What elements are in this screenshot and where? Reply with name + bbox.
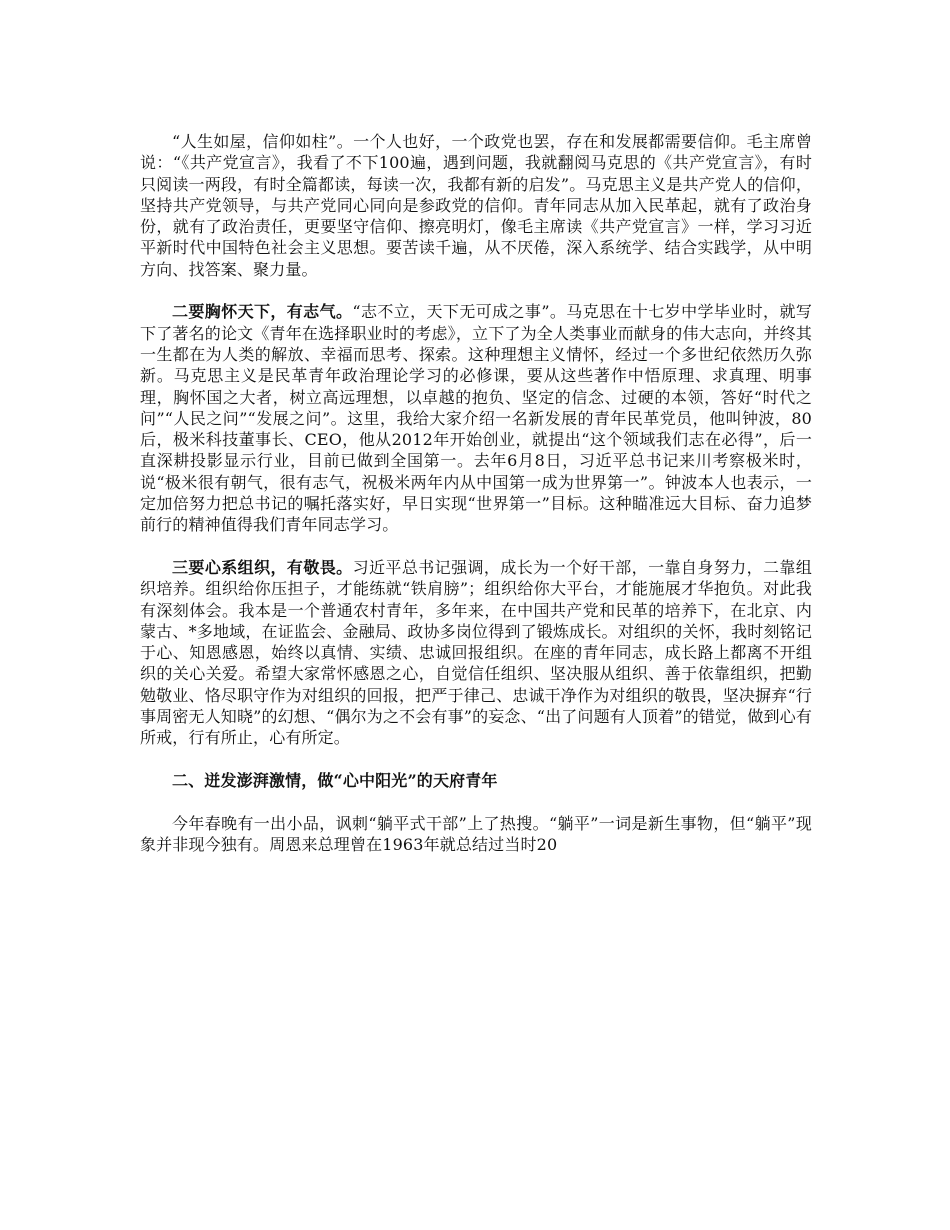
document-body <box>140 131 812 876</box>
paragraph-text: “志不立，天下无可成之事”。马克思在十七岁中学毕业时，就写下了著名的论文《青年在选择职业时的考虑》，立下了为全人类事业而献身的伟大志向，并终其一生都在为人类的解放、幸福而思考、探索。这种理想主义情怀，经过一个多世纪依然历久弥新。马克思主义是民革青年政治理论学习的必修课，要从这些著作中悟原理、求真理、明事理，胸怀国之大者，树立高远理想，以卓越的抱负、坚定的信念、过硬的本领，答好“时代之问”“人民之问”“发展之问”。这里，我给大家介绍一名新发展的青年民革党员，他叫钟波，80后，极米科技董事长、CEO，他从2012年开始创业，就提出“这个领域我们志在必得”，后一直深耕投影显示行业，目前已做到全国第一。去年6月8日，习近平总书记来川考察极米时，说“极米很有朝气，很有志气，祝极米两年内从中国第一成为世界第一”。钟波本人也表示，一定加倍努力把总书记的嘱托落实好，早日实现“世界第一”目标。这种瞄准远大目标、奋力追梦前行的精神值得我们青年同志学习。 <box>140 302 812 535</box>
paragraph-ambition <box>140 301 812 535</box>
paragraph-text: 习近平总书记强调，成长为一个好干部，一靠自身努力，二靠组织培养。组织给你压担子，才能练就“铁肩膀”；组织给你大平台，才能施展才华抱负。对此我有深刻体会。我本是一个普通农村青年，多年来，在中国共产党和民革的培养下，在北京、内蒙古、*多地域，在证监会、金融局、政协多岗位得到了锻炼成长。对组织的关怀，我时刻铭记于心、知恩感恩，始终以真情、实绩、忠诚回报组织。在座的青年同志，成长路上都离不开组织的关心关爱。希望大家常怀感恩之心，自觉信任组织、坚决服从组织、善于依靠组织，把勤勉敬业、恪尽职守作为对组织的回报，把严于律己、忠诚干净作为对组织的敬畏，坚决摒弃“行事周密无人知晓”的幻想、“偶尔为之不会有事”的妄念、“出了问题有人顶着”的错觉，做到心有所戒，行有所止，心有所定。 <box>140 557 812 748</box>
paragraph-text: “人生如屋，信仰如柱”。一个人也好，一个政党也罢，存在和发展都需要信仰。毛主席曾说：“《共产党宣言》，我看了不下100遍，遇到问题，我就翻阅马克思的《共产党宣言》，有时只阅读一两段，有时全篇都读，每读一次，我都有新的启发”。马克思主义是共产党人的信仰，坚持共产党领导，与共产党同心同向是参政党的信仰。青年同志从加入民革起，就有了政治身份，就有了政治责任，更要坚守信仰、擦亮明灯，像毛主席读《共产党宣言》一样，学习习近平新时代中国特色社会主义思想。要苦读千遍，从不厌倦，深入系统学、结合实践学，从中明方向、找答案、聚力量。 <box>140 132 812 279</box>
paragraph-lying-flat <box>140 813 812 856</box>
paragraph-faith <box>140 131 812 280</box>
paragraph-text: 今年春晚有一出小品，讽刺“躺平式干部”上了热搜。“躺平”一词是新生事物，但“躺平”现象并非现今独有。周恩来总理曾在1963年就总结过当时20 <box>140 813 812 854</box>
paragraph-organization <box>140 557 812 749</box>
paragraph-lead: 三要心系组织，有敬畏。 <box>172 557 353 577</box>
paragraph-lead: 二要胸怀天下，有志气。 <box>172 302 353 322</box>
section-heading: 二、迸发澎湃激情，做“心中阳光”的天府青年 <box>172 770 498 790</box>
